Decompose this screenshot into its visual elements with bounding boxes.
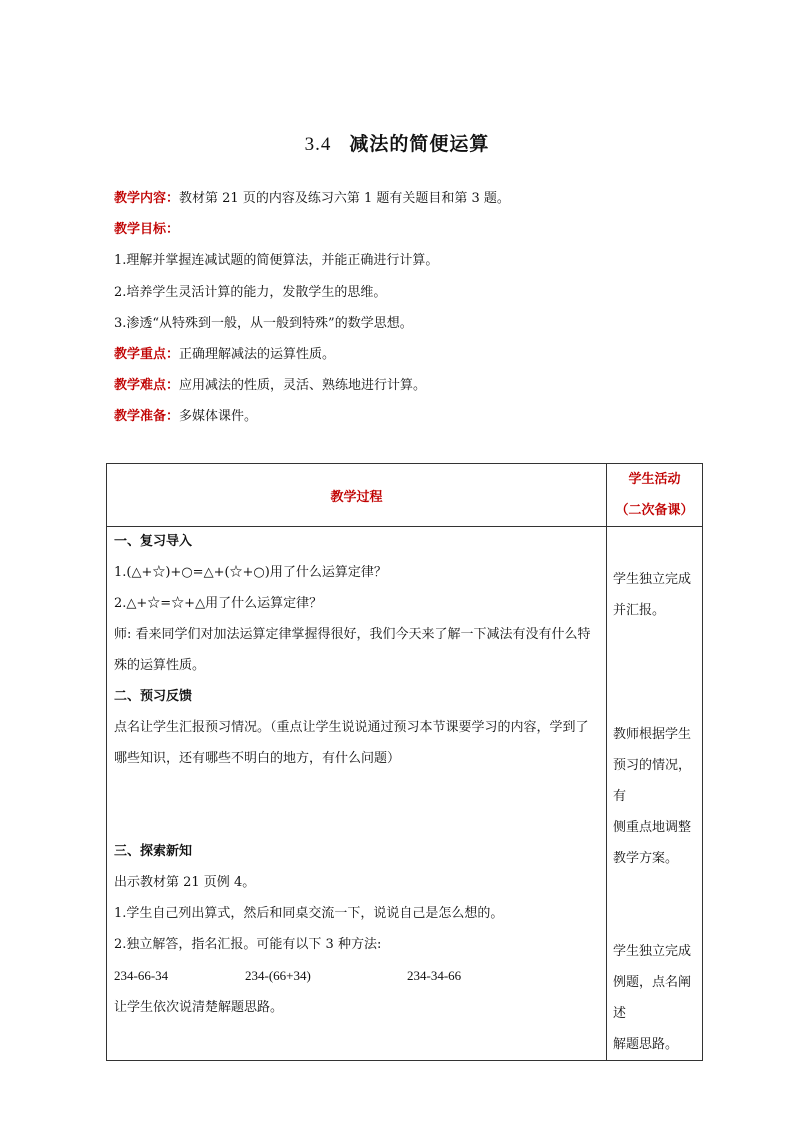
teaching-goals-label: 教学目标：: [114, 222, 180, 237]
section-1-title: 一、复习导入: [114, 534, 193, 549]
teaching-difficulty-text: 应用减法的性质，灵活、熟练地进行计算。: [179, 378, 427, 393]
lesson-table: [106, 463, 703, 1061]
process-cell: [107, 527, 607, 1061]
teaching-prep-line: [114, 408, 257, 426]
formula-3: 234-34-66: [407, 968, 462, 983]
teaching-key-line: [114, 346, 335, 364]
teaching-difficulty-line: [114, 377, 426, 395]
title-text: 减法的简便运算: [349, 133, 490, 155]
preview-feedback-text: 点名让学生汇报预习情况。（重点让学生说说通过预习本节课要学习的内容，学到了哪些知识，还有哪些不明白的地方，有什么问题）: [114, 720, 589, 766]
activity-header-title: 学生活动: [628, 472, 681, 487]
activity-note-3a: 学生独立完成: [613, 944, 692, 959]
activity-note-2b: 预习的情况，有: [613, 758, 692, 804]
activity-note-2c: 侧重点地调整: [613, 820, 692, 835]
teaching-key-text: 正确理解减法的运算性质。: [179, 347, 336, 362]
formula-1: 234-66-34: [114, 968, 169, 983]
explore-line-3: 2.独立解答，指名汇报。可能有以下 3 种方法:: [114, 937, 382, 952]
section-2-title: 二、预习反馈: [114, 689, 193, 704]
explore-line-1: 出示教材第 21 页例 4。: [114, 875, 256, 890]
activity-cell: [607, 527, 703, 1061]
teacher-remark: 师: 看来同学们对加法运算定律掌握得很好，我们今天来了解一下减法有没有什么特殊的运算性质。: [114, 627, 591, 673]
teaching-content-line: [114, 190, 510, 208]
teaching-prep-label: 教学准备：: [114, 409, 180, 424]
spacer: [114, 774, 600, 836]
review-question-2: 2.△+☆=☆+△用了什么运算定律？: [114, 596, 323, 611]
teaching-key-label: 教学重点：: [114, 347, 180, 362]
activity-note-1a: 学生独立完成: [613, 572, 692, 587]
title-number: 3.4: [304, 134, 332, 155]
activity-note-3b: 例题，点名阐述: [613, 975, 692, 1021]
teaching-prep-text: 多媒体课件。: [179, 409, 258, 424]
teaching-goals-line: [114, 221, 179, 239]
activity-note-1b: 并汇报。: [613, 603, 666, 618]
formula-row: [114, 960, 600, 992]
page-title: [0, 129, 794, 156]
teaching-content-text: 教材第 21 页的内容及练习六第 1 题有关题目和第 3 题。: [179, 191, 510, 206]
explore-line-2: 1.学生自己列出算式，然后和同桌交流一下，说说自己是怎么想的。: [114, 906, 504, 921]
section-3-title: 三、探索新知: [114, 844, 193, 859]
activity-header-subtitle: （二次备课）: [615, 503, 694, 518]
activity-header: [607, 464, 703, 527]
teaching-difficulty-label: 教学难点：: [114, 378, 180, 393]
table-body-row: [107, 527, 703, 1061]
review-question-1: 1.(△+☆)+○=△+(☆+○)用了什么运算定律？: [114, 565, 387, 580]
spacer: [613, 527, 698, 564]
process-header: 教学过程: [107, 464, 607, 527]
table-header-row: [107, 464, 703, 527]
activity-note-3c: 解题思路。: [613, 1037, 679, 1052]
teaching-content-label: 教学内容：: [114, 191, 180, 206]
teaching-goal-3: 3.渗透“从特殊到一般，从一般到特殊”的数学思想。: [114, 316, 413, 331]
spacer: [613, 874, 698, 936]
activity-note-2a: 教师根据学生: [613, 727, 692, 742]
activity-note-2d: 教学方案。: [613, 851, 679, 866]
teaching-goal-1: 1.理解并掌握连减试题的简便算法，并能正确进行计算。: [114, 253, 439, 268]
teaching-goal-2: 2.培养学生灵活计算的能力，发散学生的思维。: [114, 285, 387, 300]
formula-2: 234-(66+34): [245, 968, 311, 983]
explore-line-4: 让学生依次说清楚解题思路。: [114, 1000, 284, 1015]
spacer: [613, 626, 698, 719]
